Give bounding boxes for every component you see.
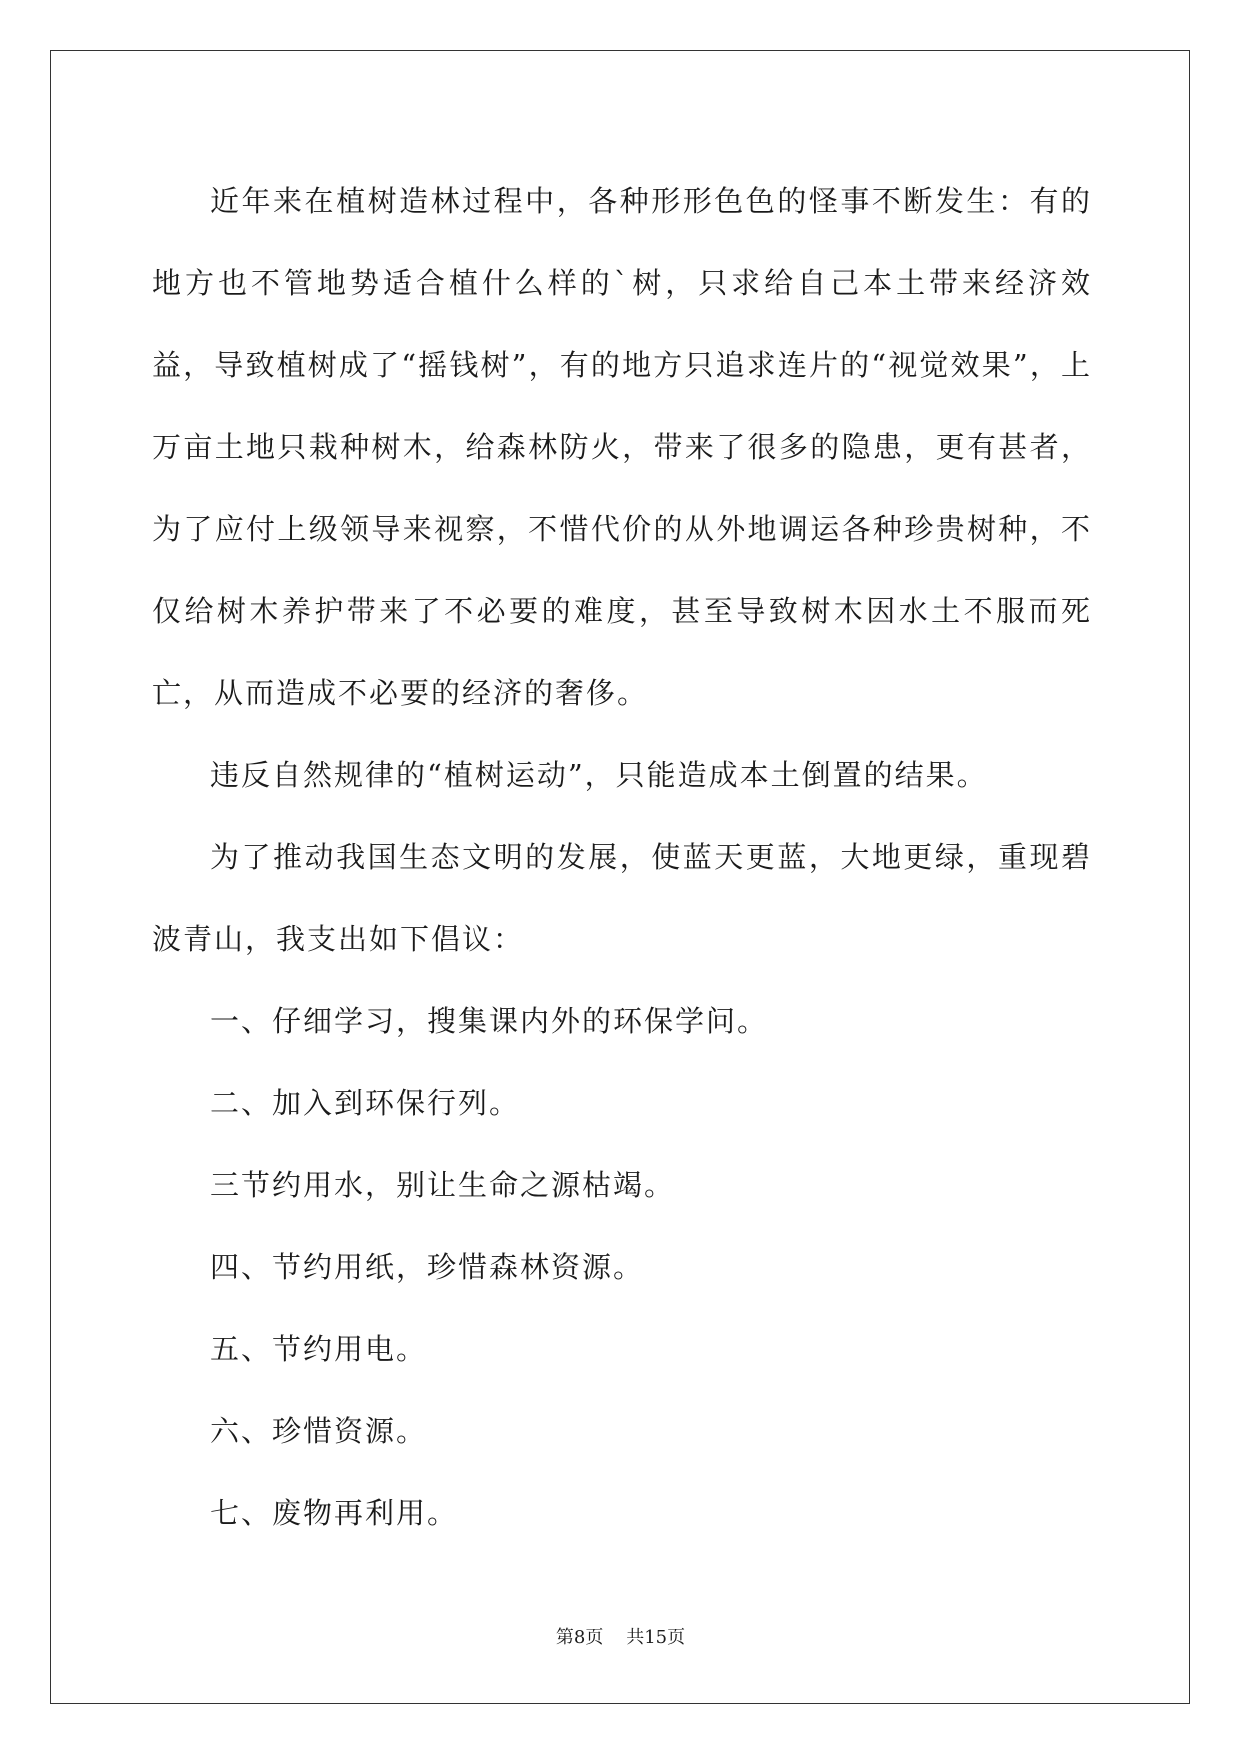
list-item: 四、节约用纸，珍惜森林资源。 <box>210 1250 645 1284</box>
list-item: 三节约用水，别让生命之源枯竭。 <box>210 1168 676 1202</box>
list-item: 六、珍惜资源。 <box>210 1414 428 1448</box>
paragraph: 近年来在植树造林过程中，各种形形色色的怪事不断发生：有的地方也不管地势适合植什么样的`树，只求给自己本土带来经济效益，导致植树成了“摇钱树”，有的地方只追求连片的“视觉效果”，上万亩土地只栽种树木，给森林防火，带来了很多的隐患，更有甚者，为了应付上级领导来视察，不惜代价的从外地调运各种珍贵树种，不仅给树木养护带来了不必要的难度，甚至导致树木因水土不服而死亡，从而造成不必要的经济的奢侈。 <box>152 184 1092 710</box>
list-item: 五、节约用电。 <box>210 1332 428 1366</box>
document-body <box>152 160 1092 1554</box>
list-item: 二、加入到环保行列。 <box>210 1086 521 1120</box>
page-number: 第8页 <box>555 1627 604 1648</box>
list-item: 一、仔细学习，搜集课内外的环保学问。 <box>210 1004 769 1038</box>
list-item: 七、废物再利用。 <box>210 1496 459 1530</box>
total-pages: 共15页 <box>626 1627 686 1648</box>
paragraph: 为了推动我国生态文明的发展，使蓝天更蓝，大地更绿，重现碧波青山，我支出如下倡议： <box>152 840 1092 956</box>
paragraph: 违反自然规律的“植树运动”，只能造成本土倒置的结果。 <box>210 758 988 792</box>
page-footer <box>0 1626 1241 1650</box>
